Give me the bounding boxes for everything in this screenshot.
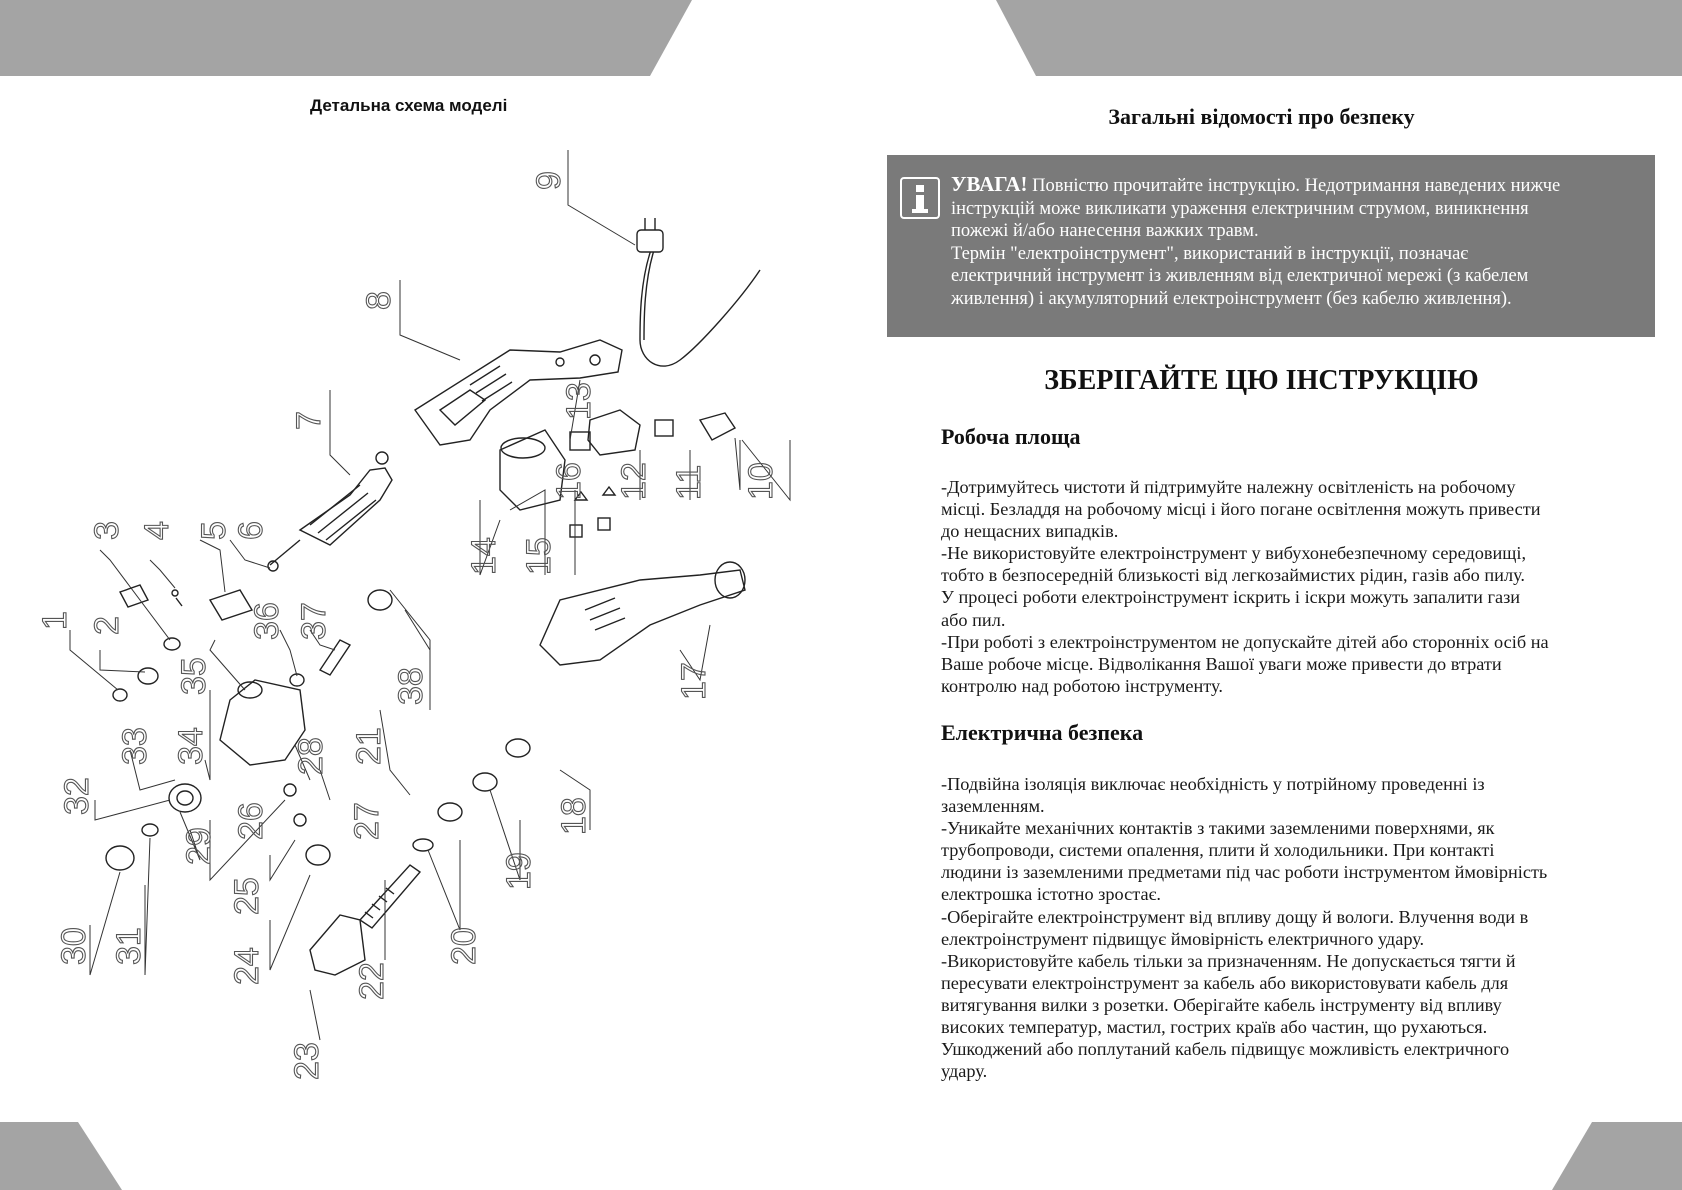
part-number-26: 26	[232, 802, 270, 840]
part-number-6: 6	[232, 521, 270, 540]
paragraph-line: -Не використовуйте електроінструмент у вибухонебезпечному середовищі,	[941, 543, 1527, 564]
paragraph-line: -Оберігайте електроінструмент від впливу дощу й вологи. Влучення води в	[941, 906, 1529, 927]
part-number-28: 28	[292, 737, 330, 775]
paragraph-line: Ушкоджений або поплутаний кабель підвищує можливість електричного	[941, 1039, 1510, 1060]
part-number-35: 35	[175, 657, 213, 695]
paragraph-line: -Використовуйте кабель тільки за призначенням. Не допускається тягти й	[941, 950, 1516, 971]
part-number-25: 25	[228, 877, 266, 915]
part-number-15: 15	[520, 537, 558, 575]
part-number-16: 16	[550, 462, 588, 500]
part-number-14: 14	[465, 537, 503, 575]
part-number-13: 13	[560, 382, 598, 420]
warning-box	[887, 155, 1655, 337]
paragraph-line: високих температур, мастил, гострих країв або частин, що рухаються.	[941, 1017, 1488, 1038]
paragraph-line: У процесі роботи електроінструмент іскрить і іскри можуть запалити гази	[941, 587, 1521, 608]
part-number-30: 30	[55, 927, 93, 965]
work-area-heading: Робоча площа	[941, 424, 1081, 449]
part-number-23: 23	[288, 1042, 326, 1080]
part-number-22: 22	[353, 962, 391, 1000]
paragraph-line: тобто в безпосередній близькості від легкозаймистих рідин, газів або пилу.	[941, 565, 1525, 586]
spindle-chuck-drawing	[310, 739, 530, 975]
part-number-17: 17	[675, 662, 713, 700]
paragraph-line: трубопроводи, системи опалення, плити й холодильники. При контакті	[941, 840, 1495, 861]
paragraph-line: електроінструмент підвищує ймовірність електричного удару.	[941, 928, 1425, 949]
paragraph-line: -Подвійна ізоляція виключає необхідність у потрійному проведенні із	[941, 774, 1485, 794]
part-number-3: 3	[88, 521, 126, 540]
warning-line-4: Термін "електроінструмент", використаний в інструкції, позначає	[951, 243, 1469, 264]
part-number-27: 27	[348, 802, 386, 840]
part-number-19: 19	[500, 852, 538, 890]
part-number-4: 4	[138, 521, 176, 540]
part-number-7: 7	[290, 411, 328, 430]
warning-label: УВАГА!	[951, 172, 1028, 196]
part-number-8: 8	[360, 291, 398, 310]
paragraph-line: місці. Безладдя на робочому місці і його погане освітлення можуть привести	[941, 499, 1541, 520]
warning-line-3: пожежі й/або нанесення важких травм.	[951, 221, 1259, 241]
paragraph-line: -При роботі з електроінструментом не допускайте дітей або сторонніх осіб на	[941, 631, 1549, 652]
part-number-31: 31	[110, 927, 148, 965]
paragraph-line: людини із заземленими предметами під час роботи інструментом ймовірність	[941, 862, 1548, 883]
electrical-safety-text	[941, 773, 1641, 1082]
warning-line-6: живлення) і акумуляторний електроінструмент (без кабелю живлення).	[951, 288, 1512, 309]
paragraph-line: удару.	[941, 1061, 988, 1082]
diagram-title: Детальна схема моделі	[310, 96, 508, 115]
warning-text-1: Повністю прочитайте інструкцію. Недотримання наведених нижче	[1032, 176, 1561, 196]
part-number-32: 32	[58, 777, 96, 815]
part-number-18: 18	[555, 797, 593, 835]
paragraph-line: -Дотримуйтесь чистоти й підтримуйте належну освітленість на робочому	[941, 477, 1516, 497]
part-number-21: 21	[350, 727, 388, 765]
part-number-1: 1	[36, 611, 74, 630]
part-number-38: 38	[392, 667, 430, 705]
electrical-safety-heading: Електрична безпека	[941, 720, 1144, 745]
right-page	[841, 0, 1682, 1190]
part-number-2: 2	[88, 616, 126, 635]
part-number-24: 24	[228, 947, 266, 985]
part-number-11: 11	[670, 464, 708, 500]
part-number-29: 29	[180, 827, 218, 865]
paragraph-line: Ваше робоче місце. Відволікання Вашої уваги може привести до втрати	[941, 653, 1502, 674]
part-number-10: 10	[742, 462, 780, 500]
part-number-33: 33	[116, 727, 154, 765]
power-cord-drawing	[637, 218, 760, 366]
keep-instructions-title: ЗБЕРІГАЙТЕ ЦЮ ІНСТРУКЦІЮ	[1044, 365, 1479, 396]
warning-line-5: електричний інструмент із живленням від електричної мережі (з кабелем	[951, 266, 1529, 286]
paragraph-line: витягування вилки з розетки. Оберігайте кабель інструменту від впливу	[941, 994, 1502, 1015]
info-icon	[900, 177, 940, 219]
part-number-20: 20	[445, 927, 483, 965]
part-number-37: 37	[295, 602, 333, 640]
warning-line-1	[951, 173, 1639, 198]
housing-lower-drawing	[540, 562, 745, 665]
paragraph-line: електрошка істотно зростає.	[941, 884, 1161, 905]
paragraph-line: контролю над роботою інструменту.	[941, 675, 1223, 696]
safety-title: Загальні відомості про безпеку	[1108, 104, 1415, 129]
paragraph-line: або пил.	[941, 609, 1006, 630]
armature-drawing	[268, 452, 392, 571]
part-number-9: 9	[530, 171, 568, 190]
part-number-36: 36	[248, 602, 286, 640]
part-number-5: 5	[195, 521, 233, 540]
work-area-text	[941, 476, 1641, 697]
part-number-12: 12	[615, 462, 653, 500]
paragraph-line: заземленням.	[941, 796, 1045, 817]
paragraph-line: пересувати електроінструмент за кабель або використовувати кабель для	[941, 972, 1509, 993]
part-number-34: 34	[172, 727, 210, 765]
paragraph-line: -Уникайте механічних контактів з такими заземленими поверхнями, як	[941, 818, 1495, 839]
paragraph-line: до нещасних випадків.	[941, 521, 1119, 542]
warning-line-2: інструкцій може викликати ураження електричним струмом, виникнення	[951, 198, 1529, 219]
